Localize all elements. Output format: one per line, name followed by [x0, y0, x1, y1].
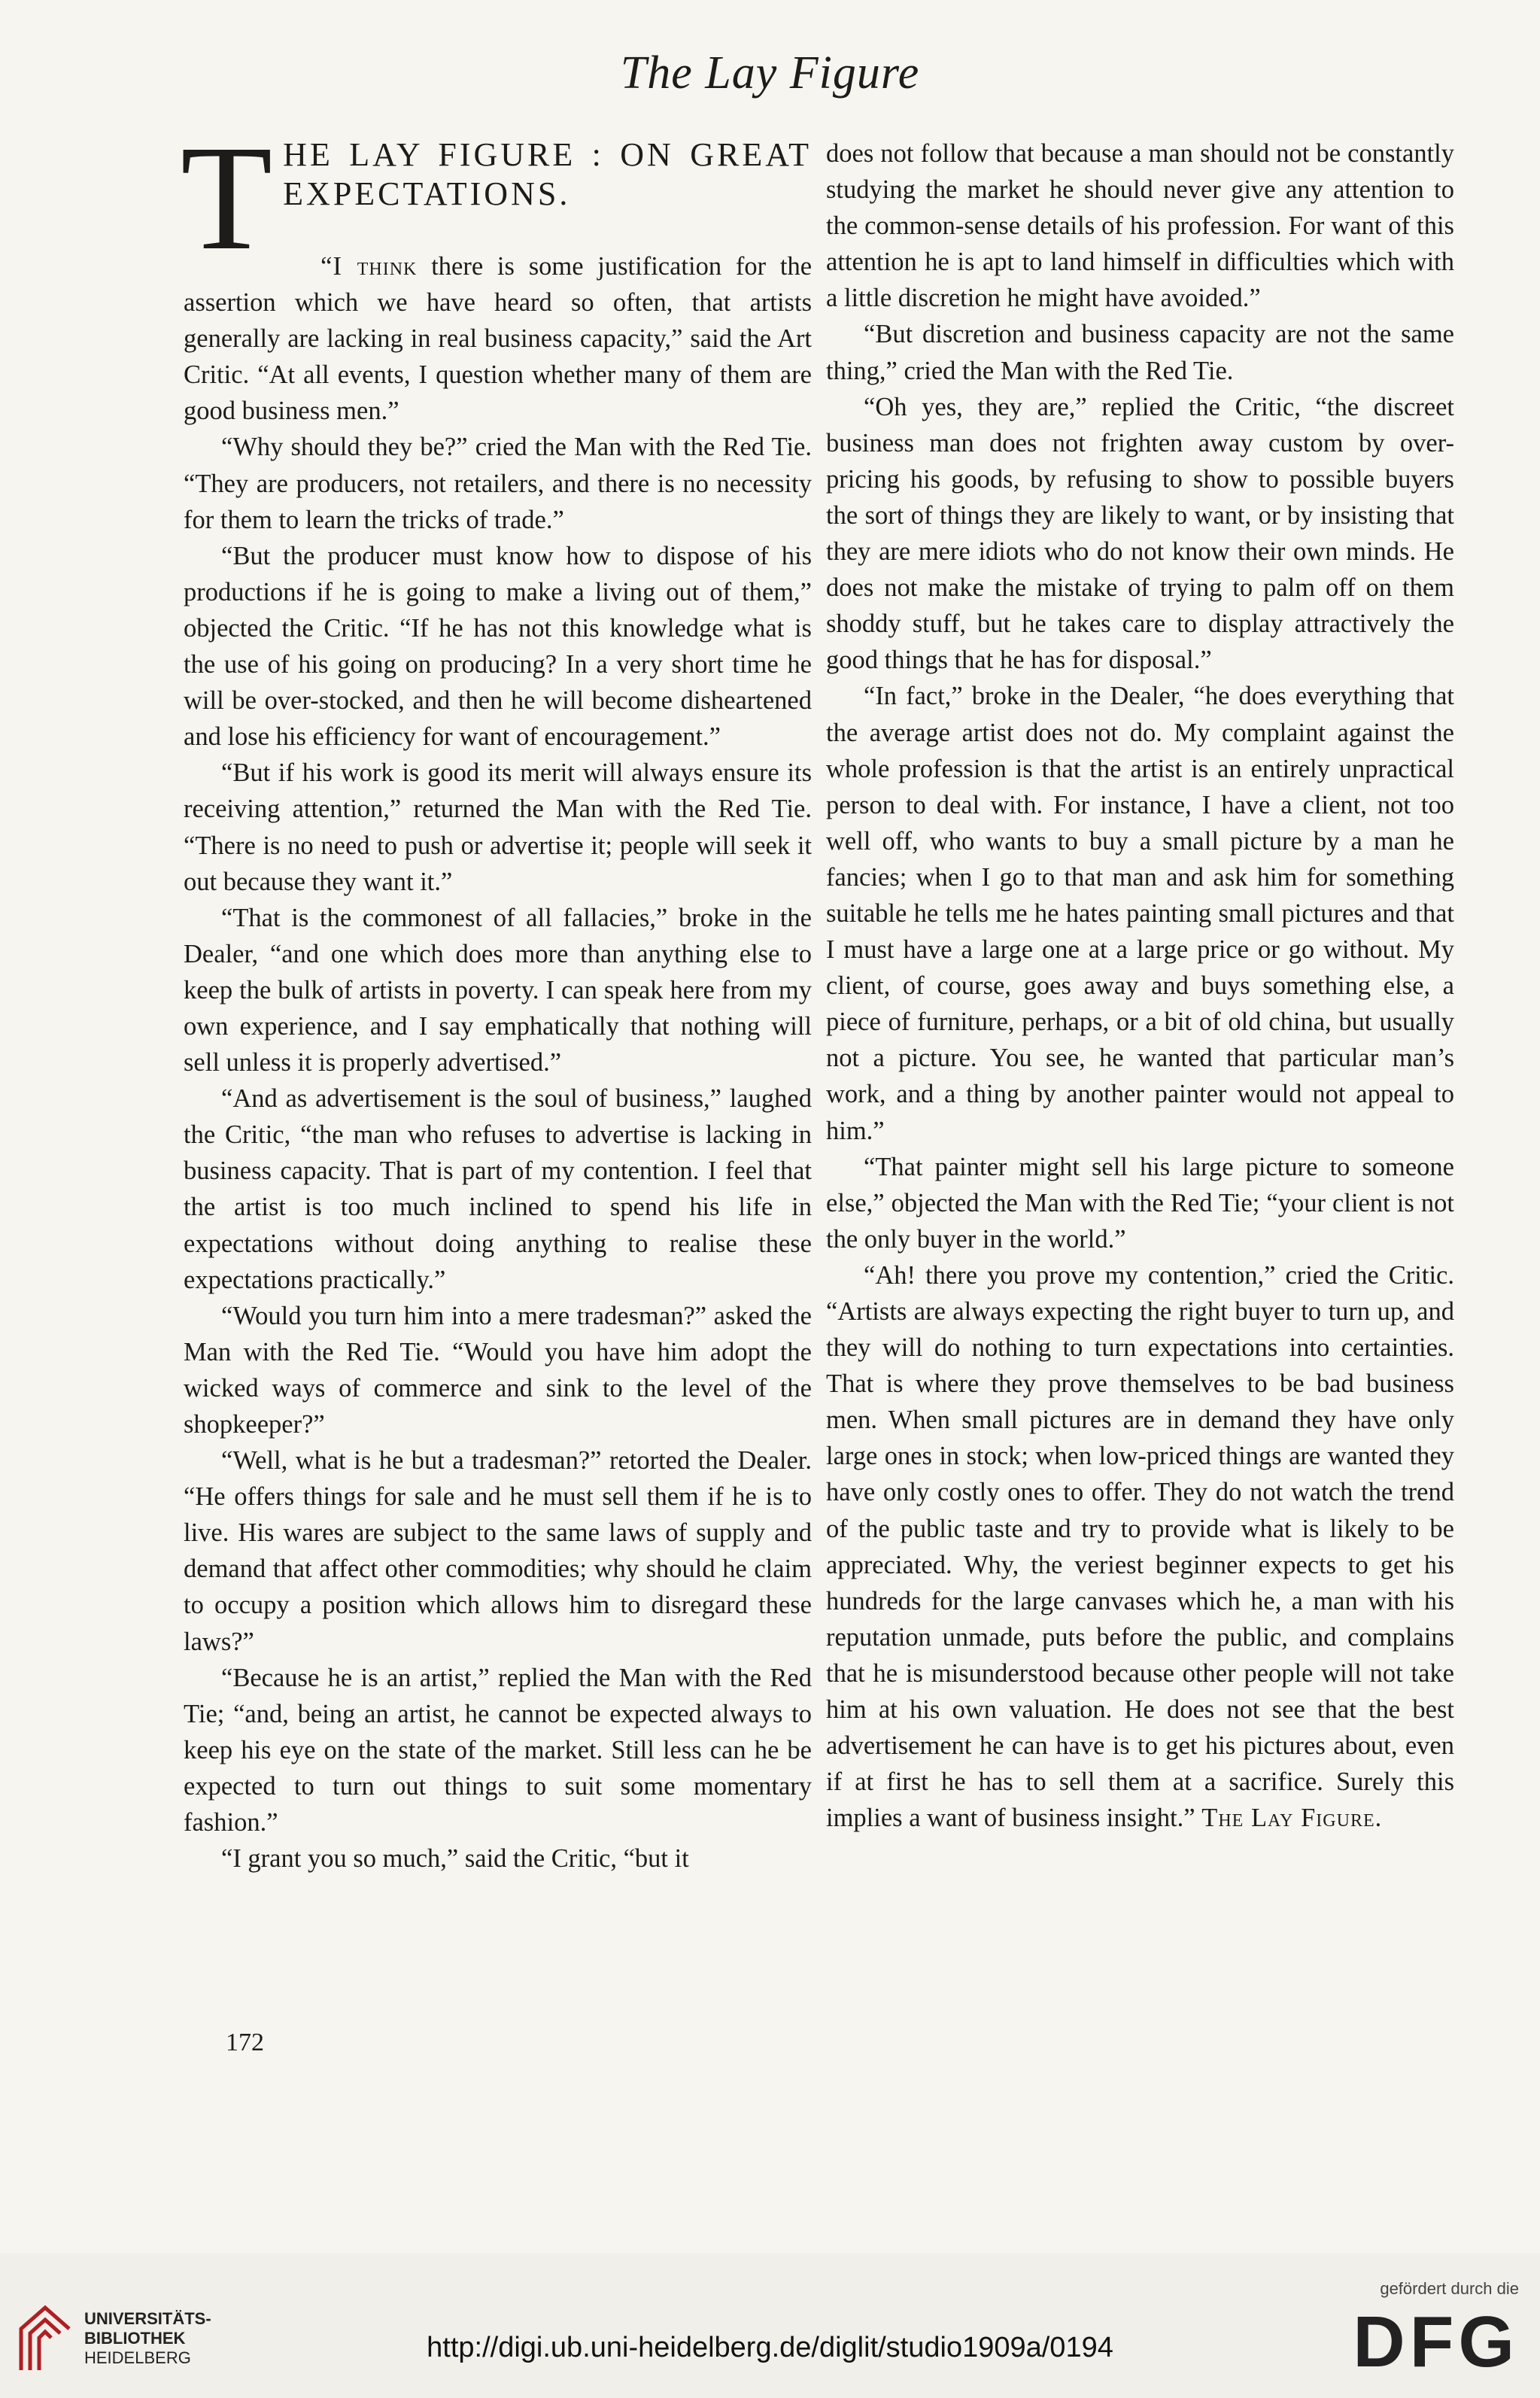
dfg-logo: DFG	[1353, 2302, 1519, 2382]
paragraph: “Well, what is he but a tradesman?” retorted the Dealer. “He offers things for sale and he must sell them if he is to live. His wares are subject to the same laws of supply and demand that affect other commodities; why should he claim to occupy a position which allows him to disregard these laws?”	[184, 1446, 812, 1656]
paragraph: “Ah! there you prove my contention,” cried the Critic. “Artists are always expecting the right buyer to turn up, and they will do nothing to turn expectations into certainties. That is where they prove themselves to be bad business men. When small pictures are in demand they have only large ones in stock; when low-priced things are wanted they have only costly ones to offer. They do not watch the trend of the public taste and try to provide what is likely to be appreciated. Why, the veriest beginner expects to get his hundreds for the large canvases which he, a man with his reputation unmade, puts before the public, and complains that he is misunderstood because other people will not take him at his own valuation. He does not see that the best advertisement he can have is to get his pictures about, even if at first he has to sell them at a sacrifice. Surely this implies a want of business insight.” The Lay Figure.	[826, 1260, 1454, 1833]
funded-by-label: gefördert durch die	[1380, 2279, 1519, 2298]
paragraph: “Because he is an artist,” replied the Man with the Red Tie; “and, being an artist, he cannot be expected always to keep his eye on the state of the market. Still less can he be expected to turn out things to suit some momentary fashion.”	[184, 1663, 812, 1837]
paragraph: “But the producer must know how to dispose of his productions if he is going to make a living out of them,” objected the Critic. “If he has not this knowledge what is the use of his going on producing? In a very short time he will be over-stocked, and then he will become disheartened and lose his efficiency for want of encouragement.”	[184, 541, 812, 752]
paragraph: “In fact,” broke in the Dealer, “he does everything that the average artist does not do. My complaint against the whole profession is that the artist is an entirely unpractical person to deal with. For instance, I have a client, not too well off, who wants to buy a small picture by a man he fancies; when I go to that man and ask him for something suitable he tells me he hates painting small pictures and that I must have a large one at a large price or go without. My client, of course, goes away and buys something else, a piece of furniture, perhaps, or a bit of old china, but usually not a picture. You see, he wanted that particular man’s work, and a thing by another painter would not appeal to him.”	[826, 682, 1454, 1145]
paragraph: “That is the commonest of all fallacies,” broke in the Dealer, “and one which does more than anything else to keep the bulk of artists in poverty. I can speak here from my own experience, and I say emphatically that nothing will sell unless it is properly advertised.”	[184, 903, 812, 1077]
article-column-right	[826, 135, 1454, 1836]
paragraph: “But if his work is good its merit will always ensure its receiving attention,” returned the Man with the Red Tie. “There is no need to push or advertise it; people will seek it out because they want it.”	[184, 758, 812, 896]
digitization-footer	[0, 2254, 1540, 2398]
paragraph: “But discretion and business capacity are not the same thing,” cried the Man with the Red Tie.	[826, 320, 1454, 385]
page-number: 172	[226, 2029, 264, 2056]
article-heading-text: HE LAY FIGURE : ON GREAT EXPECTATIONS.	[283, 136, 812, 212]
paragraph: “I grant you so much,” said the Critic, “but it	[221, 1844, 689, 1874]
paragraph: “That painter might sell his large picture to someone else,” objected the Man with the Red Tie; “your client is not the only buyer in the world.”	[826, 1152, 1454, 1254]
paragraph-opening: “I think	[320, 252, 418, 281]
library-name: UNIVERSITÄTS- BIBLIOTHEK HEIDELBERG	[84, 2309, 211, 2367]
paragraph: does not follow that because a man should not be constantly studying the market he should never give any attention to the common-sense details of his profession. For want of this attention he is apt to land himself in difficulties which with a little discretion he might have avoided.”	[826, 139, 1454, 313]
drop-cap: T	[181, 115, 276, 281]
running-title: The Lay Figure	[620, 47, 920, 99]
source-url-link[interactable]: http://digi.ub.uni-heidelberg.de/diglit/studio1909a/0194	[427, 2332, 1113, 2363]
paragraph: “And as advertisement is the soul of business,” laughed the Critic, “the man who refuses to advertise is lacking in business capacity. That is part of my contention. I feel that the artist is too much inclined to spend his life in expectations without doing anything to realise these expectations practically.”	[184, 1084, 812, 1294]
paragraph: “Why should they be?” cried the Man with the Red Tie. “They are producers, not retailers, and there is no necessity for them to learn the tricks of trade.”	[184, 433, 812, 534]
paragraph: “I think there is some justification for the assertion which we have heard so often, that artists generally are lacking in real business capacity,” said the Art Critic. “At all events, I question whether many of them are good business men.”	[184, 252, 813, 426]
signoff: The Lay Figure.	[1201, 1804, 1383, 1833]
article-column-left	[181, 115, 813, 1877]
paragraph: “Oh yes, they are,” replied the Critic, “the discreet business man does not frighten away custom by over-pricing his goods, by refusing to show to possible buyers the sort of things they are likely to want, or by insisting that they are mere idiots who do not know their own minds. He does not make the mistake of trying to palm off on them shoddy stuff, but he takes care to display attractively the good things that he has for disposal.”	[826, 392, 1454, 675]
paragraph: “Would you turn him into a mere tradesman?” asked the Man with the Red Tie. “Would you have him adopt the wicked ways of commerce and sink to the level of the shopkeeper?”	[184, 1301, 812, 1439]
